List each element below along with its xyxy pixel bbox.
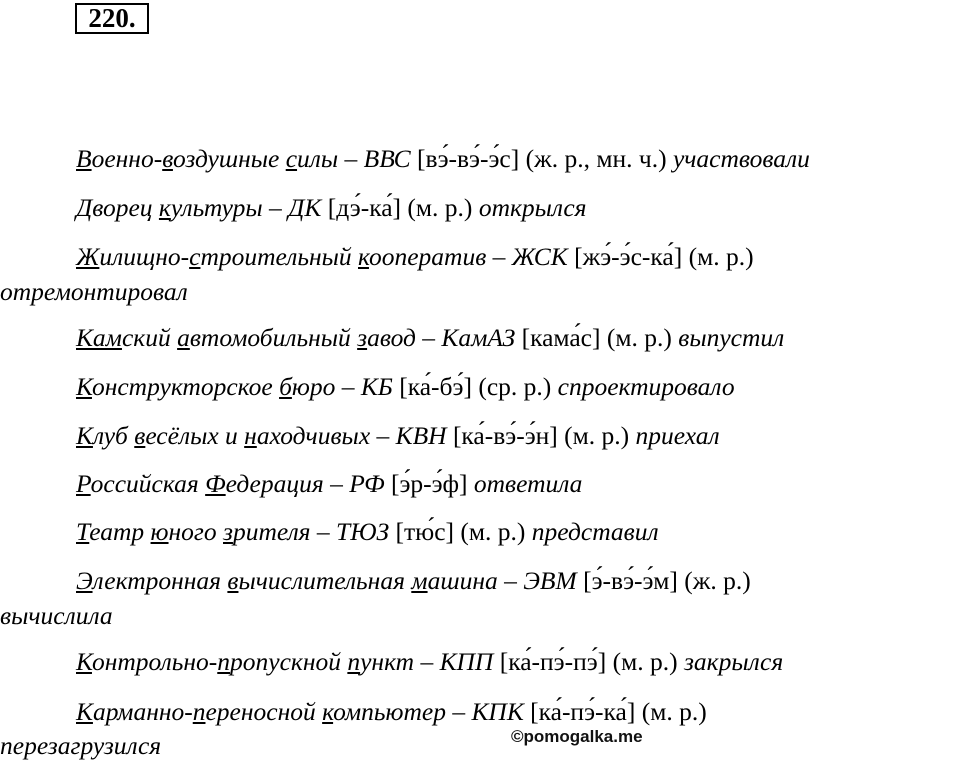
abbreviation-entry: Карманно-переносной компьютер – КПК [ка́-пэ́-ка́] (м. р.): [76, 697, 707, 726]
abbreviation-entry: Театр юного зрителя – ТЮЗ [тю́с] (м. р.) представил: [76, 517, 659, 546]
entry-continuation: вычислила: [0, 601, 113, 630]
abbreviation-entry: Электронная вычислительная машина – ЭВМ [э́-вэ́-э́м] (ж. р.): [76, 566, 751, 595]
watermark: ©pomogalka.me: [511, 727, 643, 746]
abbreviation-entry: Российская Федерация – РФ [э́р-э́ф] ответила: [76, 469, 583, 498]
abbreviation-entry: Дворец культуры – ДК [дэ́-ка́] (м. р.) открылся: [76, 193, 587, 222]
abbreviation-entry: Военно-воздушные силы – ВВС [вэ́-вэ́-э́с] (ж. р., мн. ч.) участвовали: [76, 144, 810, 173]
abbreviation-entry: Контрольно-пропускной пункт – КПП [ка́-пэ́-пэ́] (м. р.) закрылся: [76, 647, 784, 676]
entry-continuation: перезагрузился: [0, 731, 162, 760]
abbreviation-entry: Жилищно-строительный кооператив – ЖСК [жэ́-э́с-ка́] (м. р.): [76, 242, 754, 271]
abbreviation-entry: Конструкторское бюро – КБ [ка́-бэ́] (ср. р.) спроектировало: [76, 372, 735, 401]
entry-continuation: отремонтировал: [0, 277, 188, 306]
exercise-number: 220.: [75, 3, 149, 34]
abbreviation-entry: Камский автомобильный завод – КамАЗ [кама́с] (м. р.) выпустил: [76, 323, 785, 352]
abbreviation-entry: Клуб весёлых и находчивых – КВН [ка́-вэ́-э́н] (м. р.) приехал: [76, 421, 720, 450]
